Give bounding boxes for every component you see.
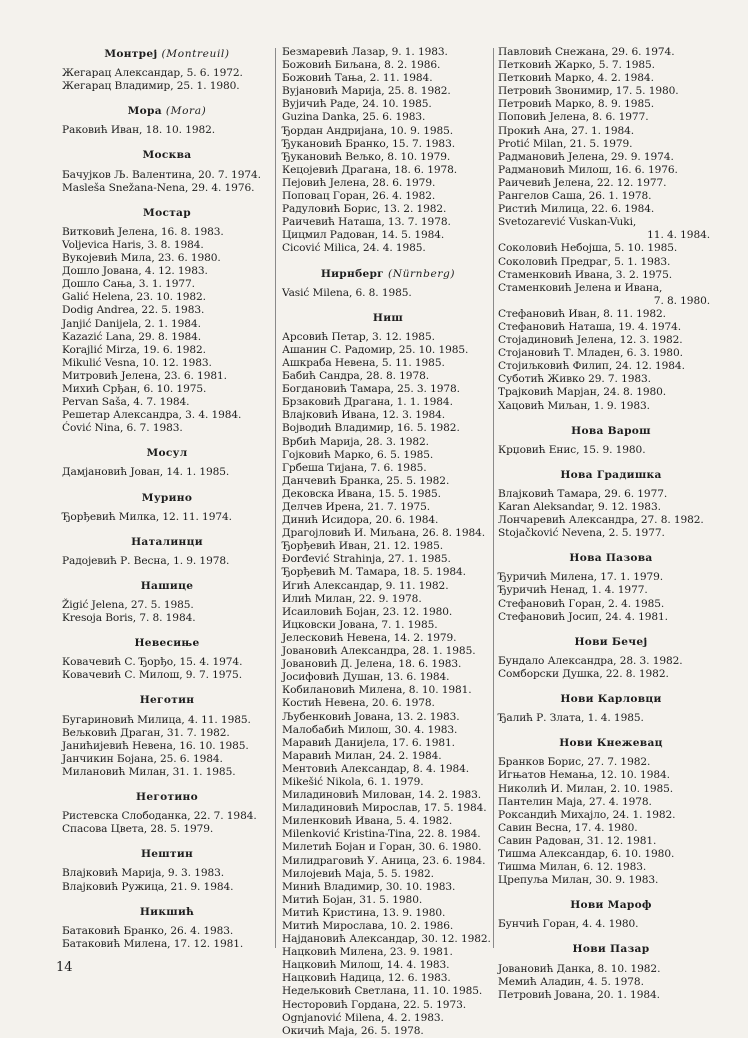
list-item: Ognjanović Milena, 4. 2. 1983. (282, 1011, 444, 1024)
list-item: Korajlić Mirza, 19. 6. 1982. (62, 343, 206, 356)
town-name: Монтреј (104, 48, 158, 60)
town-name: Мурино (141, 491, 193, 504)
town-name: Нови Мароф (570, 899, 652, 912)
list-item: Ђорђевић М. Тамара, 18. 5. 1984. (282, 566, 466, 579)
list-item: Ђалић Р. Злата, 1. 4. 1985. (498, 712, 644, 725)
list-item: Влајковић Ружица, 21. 9. 1984. (62, 880, 234, 893)
list-item: Маравић Милан, 24. 2. 1984. (282, 749, 442, 762)
list-item: Соколовић Небојша, 5. 10. 1985. (498, 242, 678, 255)
list-item: Радуловић Борис, 13. 2. 1982. (282, 203, 447, 216)
list-item: Љубенковић Јована, 13. 2. 1983. (282, 710, 460, 723)
list-item: Миладиновић Мирослав, 17. 5. 1984. (282, 802, 487, 815)
list-item: Тишма Александар, 6. 10. 1980. (498, 847, 675, 860)
list-item: Радојевић Р. Весна, 1. 9. 1978. (62, 554, 230, 567)
list-item: Стојадиновић Јелена, 12. 3. 1982. (498, 334, 683, 347)
list-item: Ćović Nina, 6. 7. 1983. (62, 422, 183, 435)
list-item: Ђукановић Вељко, 8. 10. 1979. (282, 150, 451, 163)
list-item: Galić Helena, 23. 10. 1982. (62, 291, 206, 304)
town-name: Мосул (146, 447, 188, 460)
list-item-continuation: 7. 8. 1980. (653, 294, 710, 307)
list-item: Милановић Милан, 31. 1. 1985. (62, 765, 236, 778)
list-item: Батаковић Бранко, 26. 4. 1983. (62, 924, 234, 937)
list-item: Раковић Иван, 18. 10. 1982. (62, 124, 216, 137)
town-heading (62, 637, 272, 650)
list-item: Жегарац Александар, 5. 6. 1972. (62, 67, 243, 80)
list-item: Петровић Јована, 20. 1. 1984. (498, 988, 660, 1001)
list-item: Савин Радован, 31. 12. 1981. (498, 834, 657, 847)
town-heading (62, 791, 272, 804)
list-item: Дековска Ивана, 15. 5. 1985. (282, 487, 441, 500)
list-item: Kresoja Boris, 7. 8. 1984. (62, 612, 196, 625)
list-item: Милидраговић У. Аница, 23. 6. 1984. (282, 854, 486, 867)
town-name: Нови Карловци (560, 693, 662, 706)
list-item: Хацовић Миљан, 1. 9. 1983. (498, 399, 650, 412)
list-item: Роксандић Михајло, 24. 1. 1982. (498, 808, 676, 821)
list-item: Сомборски Душка, 22. 8. 1982. (498, 667, 669, 680)
list-item: Đorđević Strahinja, 27. 1. 1985. (282, 553, 451, 566)
town-heading (498, 425, 724, 438)
list-item: Гојковић Марко, 6. 5. 1985. (282, 448, 434, 461)
list-item: Безмаревић Лазар, 9. 1. 1983. (282, 46, 448, 58)
town-heading (62, 447, 272, 460)
town-heading (62, 492, 272, 505)
town-name: Нови Бечеј (574, 635, 648, 648)
town-name: Нови Кнежевац (559, 737, 663, 750)
list-item: Guzina Danka, 25. 6. 1983. (282, 111, 426, 124)
list-item: Игњатов Немања, 12. 10. 1984. (498, 769, 670, 782)
list-item: Нацковић Милена, 23. 9. 1981. (282, 946, 453, 959)
list-item: Врбић Марија, 28. 3. 1982. (282, 435, 429, 448)
town-name: Неготино (136, 791, 198, 804)
list-item: Stojačković Nevena, 2. 5. 1977. (498, 527, 665, 540)
list-item: Петровић Марко, 8. 9. 1985. (498, 98, 654, 111)
town-alt-name: (Montreuil) (161, 48, 230, 60)
town-heading (498, 899, 724, 912)
list-item: Бранков Борис, 27. 7. 1982. (498, 756, 651, 769)
list-item: Voljevica Haris, 3. 8. 1984. (62, 238, 204, 251)
list-item: Митић Кристина, 13. 9. 1980. (282, 906, 446, 919)
list-item: Петровић Звонимир, 17. 5. 1980. (498, 85, 679, 98)
list-item: Vasić Milena, 6. 8. 1985. (282, 286, 412, 299)
town-name: Наталинци (131, 535, 203, 548)
town-heading (62, 906, 272, 919)
town-name: Мора (127, 105, 162, 118)
list-item: Нацковић Надица, 12. 6. 1983. (282, 972, 451, 985)
list-item: Витковић Јелена, 16. 8. 1983. (62, 225, 224, 238)
list-item: Митровић Јелена, 23. 6. 1981. (62, 369, 227, 382)
list-item: Ковачевић С. Ђорђо, 15. 4. 1974. (62, 656, 243, 669)
list-item: Поповац Горан, 26. 4. 1982. (282, 190, 436, 203)
list-item: Радмановић Јелена, 29. 9. 1974. (498, 150, 674, 163)
column-2 (282, 46, 494, 1037)
list-item: Миладиновић Милован, 14. 2. 1983. (282, 789, 482, 802)
list-item: Ашкраба Невена, 5. 11. 1985. (282, 356, 445, 369)
list-item: Ђорђевић Иван, 21. 12. 1985. (282, 540, 443, 553)
town-name: Нирнберг (320, 267, 384, 280)
list-item: Павловић Снежана, 29. 6. 1974. (498, 46, 675, 58)
list-item: Ментовић Александар, 8. 4. 1984. (282, 762, 470, 775)
list-item: Ковачевић С. Милош, 9. 7. 1975. (62, 669, 242, 682)
town-name: Нашице (140, 579, 194, 592)
town-name: Нова Градишка (560, 468, 662, 481)
list-item: Окичић Маја, 26. 5. 1978. (282, 1024, 424, 1037)
town-heading (62, 694, 272, 707)
list-item: Бабић Сандра, 28. 8. 1978. (282, 370, 429, 383)
town-heading (282, 268, 494, 281)
list-item: Ђукановић Бранко, 15. 7. 1983. (282, 137, 455, 150)
list-item: Војводић Владимир, 16. 5. 1982. (282, 422, 460, 435)
list-item: Милојевић Маја, 5. 5. 1982. (282, 867, 434, 880)
list-item: Karan Aleksandar, 9. 12. 1983. (498, 501, 661, 513)
list-item: Milenković Kristina-Tina, 22. 8. 1984. (282, 828, 481, 841)
list-item: Црепуља Милан, 30. 9. 1983. (498, 874, 659, 887)
town-heading (498, 943, 724, 956)
list-item: Mikešić Nikola, 6. 1. 1979. (282, 775, 424, 788)
town-alt-name: (Nürnberg) (387, 267, 456, 280)
list-item: Пантелин Маја, 27. 4. 1978. (498, 795, 652, 808)
list-item: Исаиловић Бојан, 23. 12. 1980. (282, 605, 453, 618)
town-heading (498, 693, 724, 706)
list-item: Савин Весна, 17. 4. 1980. (498, 821, 638, 834)
list-item: Ђуричић Милена, 17. 1. 1979. (498, 571, 664, 584)
list-item: Митић Мирослава, 10. 2. 1986. (282, 920, 454, 932)
list-item: Стојановић Т. Младен, 6. 3. 1980. (498, 347, 683, 360)
town-name: Невесиње (134, 637, 200, 650)
page (54, 46, 728, 1037)
list-item: Дошло Јована, 4. 12. 1983. (62, 265, 208, 278)
list-item: Ђордан Андријана, 10. 9. 1985. (282, 124, 454, 137)
list-item: Радмановић Милош, 16. 6. 1976. (498, 163, 678, 176)
column-1 (62, 46, 272, 950)
town-heading (62, 207, 272, 220)
town-heading (62, 48, 272, 61)
page-number: 14 (56, 960, 73, 975)
list-item: Минић Владимир, 30. 10. 1983. (282, 880, 456, 893)
town-heading (282, 312, 494, 325)
list-item: Милетић Бојан и Горан, 30. 6. 1980. (282, 841, 482, 854)
list-item: Pervan Saša, 4. 7. 1984. (62, 396, 190, 409)
list-item: Соколовић Предраг, 5. 1. 1983. (498, 255, 671, 268)
list-item: Раичевић Јелена, 22. 12. 1977. (498, 176, 667, 189)
list-item: Бунчић Горан, 4. 4. 1980. (498, 918, 639, 931)
town-name: Нова Варош (571, 424, 651, 437)
list-item: Стефановић Горан, 2. 4. 1985. (498, 597, 665, 610)
list-item: Николић И. Милан, 2. 10. 1985. (498, 782, 674, 795)
list-item: Бачујков Љ. Валентина, 20. 7. 1974. (62, 168, 261, 181)
list-item: Бугариновић Милица, 4. 11. 1985. (62, 713, 251, 726)
list-item: Поповић Јелена, 8. 6. 1977. (498, 111, 649, 124)
list-item: Janjić Danijela, 2. 1. 1984. (62, 317, 201, 330)
list-item: Жегарац Владимир, 25. 1. 1980. (62, 80, 240, 93)
list-item: Рангелов Саша, 26. 1. 1978. (498, 190, 652, 203)
list-item: Влајковић Тамара, 29. 6. 1977. (498, 487, 668, 500)
list-item: Дамјановић Јован, 14. 1. 1985. (62, 466, 230, 479)
list-item: Лончаревић Александра, 27. 8. 1982. (498, 514, 704, 527)
list-item: Арсовић Петар, 3. 12. 1985. (282, 330, 435, 343)
list-item-continuation: 11. 4. 1984. (647, 229, 710, 242)
town-heading (62, 580, 272, 593)
list-item: Крџовић Енис, 15. 9. 1980. (498, 443, 646, 456)
list-item: Недељковић Светлана, 11. 10. 1985. (282, 985, 483, 998)
list-item: Малобабић Милош, 30. 4. 1983. (282, 723, 458, 736)
list-item: Костић Невена, 20. 6. 1978. (282, 697, 435, 710)
list-item: Јовановић Данка, 8. 10. 1982. (498, 962, 661, 975)
list-item: Илић Милан, 22. 9. 1978. (282, 592, 422, 605)
town-name: Мостар (143, 206, 191, 219)
list-item: Јовановић Д. Јелена, 18. 6. 1983. (282, 658, 462, 671)
list-item: Dodig Andrea, 22. 5. 1983. (62, 304, 205, 317)
list-item: Вукојевић Мила, 23. 6. 1980. (62, 252, 221, 265)
list-item: Јосифовић Душан, 13. 6. 1984. (282, 671, 450, 684)
list-item: Вујичић Раде, 24. 10. 1985. (282, 98, 432, 111)
town-name: Никшић (139, 905, 195, 918)
list-item: Ђорђевић Милка, 12. 11. 1974. (62, 510, 232, 523)
list-item: Грбеша Тијана, 7. 6. 1985. (282, 461, 427, 474)
town-name: Нови Пазар (572, 943, 650, 956)
list-item: Суботић Живко 29. 7. 1983. (498, 373, 651, 386)
list-item: Божовић Тања, 2. 11. 1984. (282, 72, 433, 85)
list-item: Стаменковић Ивана, 3. 2. 1975. (498, 268, 672, 281)
list-item: Мемић Аладин, 4. 5. 1978. (498, 975, 644, 988)
list-item: Kazazić Lana, 29. 8. 1984. (62, 330, 202, 343)
list-item: Стефановић Иван, 8. 11. 1982. (498, 307, 666, 320)
list-item: Петковић Марко, 4. 2. 1984. (498, 72, 654, 85)
list-item: Динић Исидора, 20. 6. 1984. (282, 514, 439, 527)
list-item: Цицмил Радован, 14. 5. 1984. (282, 229, 445, 242)
list-item: Јелесковић Невена, 14. 2. 1979. (282, 631, 457, 644)
list-item: Прокић Ана, 27. 1. 1984. (498, 124, 635, 137)
list-item: Петковић Жарко, 5. 7. 1985. (498, 59, 655, 72)
town-heading (498, 737, 724, 750)
list-item: Стојиљковић Филип, 24. 12. 1984. (498, 360, 685, 373)
list-item: Јанчикин Бојана, 25. 6. 1984. (62, 752, 223, 765)
list-item: Раичевић Наташа, 13. 7. 1978. (282, 216, 451, 229)
list-item: Брзаковић Драгана, 1. 1. 1984. (282, 396, 453, 409)
town-heading (62, 105, 272, 118)
list-item: Ристевска Слободанка, 22. 7. 1984. (62, 810, 257, 823)
list-item: Тишма Милан, 6. 12. 1983. (498, 861, 647, 874)
town-name: Ниш (372, 311, 404, 324)
town-heading (498, 469, 724, 482)
list-item: Кецојевић Драгана, 18. 6. 1978. (282, 163, 458, 176)
list-item: Трајковић Марјан, 24. 8. 1980. (498, 386, 667, 399)
list-item: Влајковић Марија, 9. 3. 1983. (62, 867, 225, 880)
list-item: Данчевић Бранка, 25. 5. 1982. (282, 474, 450, 487)
column-divider (275, 48, 276, 948)
town-heading (62, 149, 272, 162)
list-item: Божовић Биљана, 8. 2. 1986. (282, 59, 441, 72)
list-item: Ђуричић Ненад, 1. 4. 1977. (498, 584, 648, 597)
list-item: Svetozarević Vuskan-Vuki, (498, 216, 637, 229)
list-item: Богдановић Тамара, 25. 3. 1978. (282, 383, 460, 396)
list-item: Јанићијевић Невена, 16. 10. 1985. (62, 739, 249, 752)
list-item: Ицковски Јована, 7. 1. 1985. (282, 618, 438, 631)
list-item: Protić Milan, 21. 5. 1979. (498, 137, 633, 150)
list-item: Вујановић Марија, 25. 8. 1982. (282, 85, 451, 98)
list-item: Драгојловић И. Миљана, 26. 8. 1984. (282, 527, 486, 540)
list-item: Маравић Данијела, 17. 6. 1981. (282, 736, 455, 749)
list-item: Игић Александар, 9. 11. 1982. (282, 579, 449, 592)
column-3 (498, 46, 724, 1001)
town-alt-name: (Mora) (165, 105, 207, 118)
town-heading (62, 536, 272, 549)
town-name: Неготин (139, 694, 195, 707)
town-heading (498, 552, 724, 565)
town-heading (498, 636, 724, 649)
list-item: Миленковић Ивана, 5. 4. 1982. (282, 815, 453, 828)
list-item: Дошло Сања, 3. 1. 1977. (62, 278, 195, 291)
list-item: Mikulić Vesna, 10. 12. 1983. (62, 356, 212, 369)
list-item: Јовановић Александра, 28. 1. 1985. (282, 645, 476, 658)
list-item: Бундало Александра, 28. 3. 1982. (498, 654, 683, 667)
list-item: Батаковић Милена, 17. 12. 1981. (62, 937, 244, 950)
list-item: Несторовић Гордана, 22. 5. 1973. (282, 998, 466, 1011)
list-item: Михић Срђан, 6. 10. 1975. (62, 382, 207, 395)
list-item: Ашанин С. Радомир, 25. 10. 1985. (282, 343, 469, 356)
list-item: Решетар Александра, 3. 4. 1984. (62, 409, 242, 422)
list-item: Cicović Milica, 24. 4. 1985. (282, 242, 426, 255)
town-name: Нештин (140, 848, 194, 861)
list-item: Митић Бојан, 31. 5. 1980. (282, 893, 423, 906)
list-item: Пејовић Јелена, 28. 6. 1979. (282, 176, 436, 189)
list-item: Стефановић Наташа, 19. 4. 1974. (498, 320, 682, 333)
list-item: Вељковић Драган, 31. 7. 1982. (62, 726, 230, 739)
list-item: Спасова Цвета, 28. 5. 1979. (62, 823, 214, 836)
list-item: Нацковић Милош, 14. 4. 1983. (282, 959, 450, 972)
list-item: Кобилановић Милена, 8. 10. 1981. (282, 684, 472, 697)
list-item: Ристић Милица, 22. 6. 1984. (498, 203, 655, 216)
list-item: Стаменковић Јелена и Ивана, (498, 281, 663, 294)
list-item: Žigić Jelena, 27. 5. 1985. (62, 599, 194, 611)
list-item: Влајковић Ивана, 12. 3. 1984. (282, 409, 446, 422)
list-item: Делчев Ирена, 21. 7. 1975. (282, 501, 431, 513)
town-name: Нова Пазова (569, 552, 653, 565)
list-item: Стефановић Јосип, 24. 4. 1981. (498, 610, 668, 623)
town-heading (62, 848, 272, 861)
list-item: Најдановић Александар, 30. 12. 1982. (282, 933, 491, 946)
town-name: Москва (142, 149, 192, 162)
list-item: Masleša Snežana-Nena, 29. 4. 1976. (62, 181, 255, 194)
